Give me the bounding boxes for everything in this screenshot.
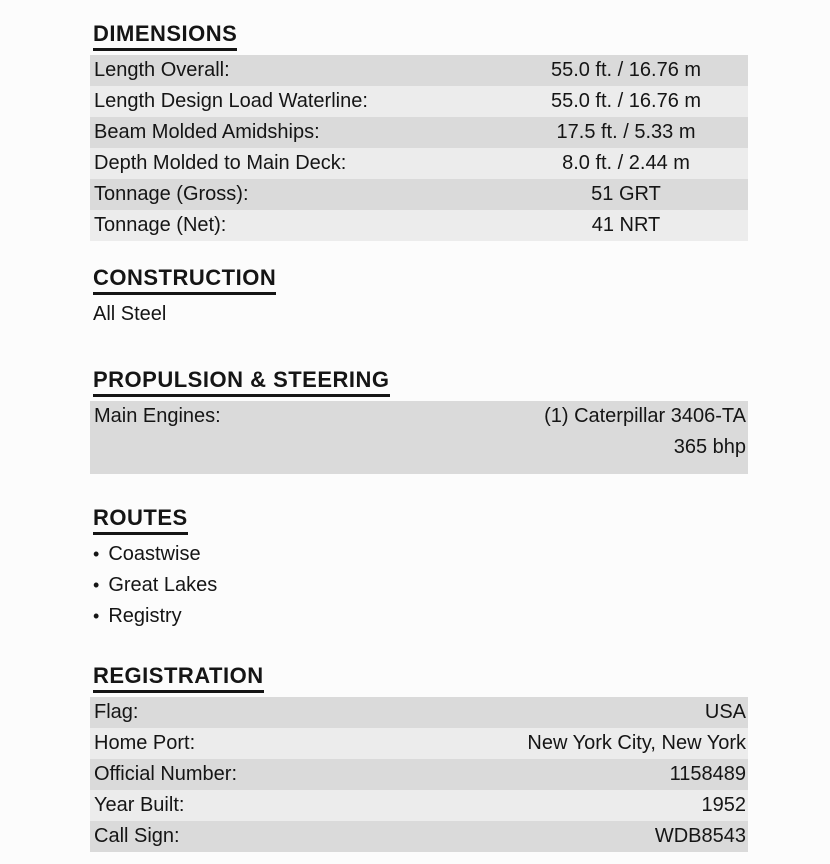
table-row — [90, 821, 748, 852]
row-label: Tonnage (Net): — [94, 214, 227, 236]
list-item — [93, 601, 748, 632]
section-registration — [90, 663, 748, 852]
table-row — [90, 117, 748, 148]
bullet-icon: • — [93, 575, 100, 595]
construction-heading: CONSTRUCTION — [93, 265, 748, 295]
spec-sheet — [90, 21, 748, 852]
table-row — [90, 55, 748, 86]
row-label: Flag: — [94, 701, 139, 723]
main-engines-row — [90, 401, 748, 474]
row-value: New York City, New York — [527, 732, 746, 754]
bullet-icon: • — [93, 606, 100, 626]
list-item-label: Great Lakes — [108, 574, 218, 596]
row-value: 8.0 ft. / 2.44 m — [562, 152, 690, 174]
table-row — [90, 759, 748, 790]
row-value: 55.0 ft. / 16.76 m — [550, 59, 702, 81]
list-item-label: Coastwise — [108, 543, 201, 565]
row-label: Depth Molded to Main Deck: — [94, 152, 347, 174]
row-label: Beam Molded Amidships: — [94, 121, 320, 143]
row-value: WDB8543 — [654, 825, 747, 847]
routes-heading: ROUTES — [93, 505, 748, 535]
row-value: 1952 — [701, 794, 746, 816]
row-value: 41 NRT — [591, 214, 661, 236]
table-row — [90, 210, 748, 241]
table-row — [90, 697, 748, 728]
row-value: (1) Caterpillar 3406-TA — [544, 405, 746, 427]
table-row — [90, 728, 748, 759]
row-value: 17.5 ft. / 5.33 m — [556, 121, 696, 143]
table-row — [90, 86, 748, 117]
row-label: Call Sign: — [94, 825, 180, 847]
row-label: Length Overall: — [94, 59, 230, 81]
row-value: 55.0 ft. / 16.76 m — [550, 90, 702, 112]
dimensions-table — [90, 55, 748, 241]
section-propulsion — [90, 367, 748, 474]
row-label: Length Design Load Waterline: — [94, 90, 368, 112]
row-value: 51 GRT — [591, 183, 661, 205]
bullet-icon: • — [93, 544, 100, 564]
table-row — [90, 179, 748, 210]
dimensions-heading: DIMENSIONS — [93, 21, 748, 51]
row-label: Year Built: — [94, 794, 185, 816]
registration-heading: REGISTRATION — [93, 663, 748, 693]
table-row — [90, 790, 748, 821]
section-routes — [90, 505, 748, 632]
row-label: Official Number: — [94, 763, 238, 785]
list-item — [93, 539, 748, 570]
routes-list — [90, 539, 748, 632]
section-dimensions — [90, 21, 748, 241]
row-label: Tonnage (Gross): — [94, 183, 249, 205]
row-value: USA — [704, 701, 746, 723]
section-construction — [90, 265, 748, 330]
row-label: Main Engines: — [94, 405, 221, 427]
list-item — [93, 570, 748, 601]
row-value: 1158489 — [669, 763, 746, 785]
registration-table — [90, 697, 748, 852]
row-label: Home Port: — [94, 732, 196, 754]
table-row — [90, 148, 748, 179]
construction-text: All Steel — [93, 303, 167, 325]
list-item-label: Registry — [108, 605, 182, 627]
propulsion-heading: PROPULSION & STEERING — [93, 367, 748, 397]
row-value-line2: 365 bhp — [673, 436, 746, 458]
